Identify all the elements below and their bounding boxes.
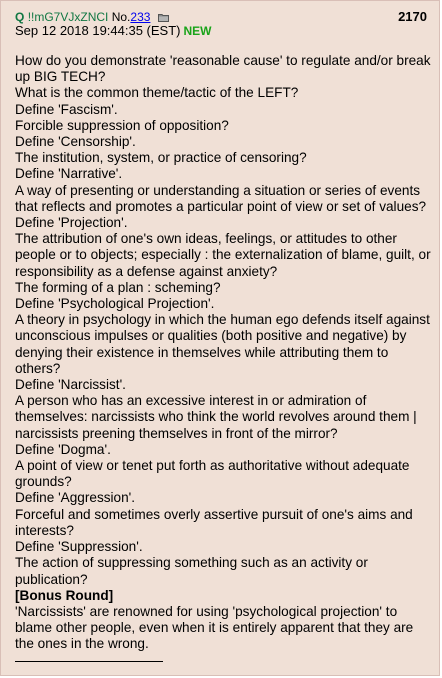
body-line: Define 'Narrative'. bbox=[15, 166, 123, 182]
post-number-link[interactable] bbox=[112, 10, 151, 24]
body-line: How do you demonstrate 'reasonable cause' to regulate and/or break up BIG TECH? bbox=[15, 53, 435, 85]
body-line: Define 'Psychological Projection'. bbox=[15, 296, 215, 312]
body-line: Forcible suppression of opposition? bbox=[15, 117, 229, 133]
body-line: Define 'Dogma'. bbox=[15, 441, 111, 457]
post-number[interactable]: 233 bbox=[130, 10, 151, 24]
body-line: The institution, system, or practice of censoring? bbox=[15, 150, 307, 166]
divider bbox=[15, 661, 163, 662]
body-line: Define 'Aggression'. bbox=[15, 490, 136, 506]
body-line: Forceful and sometimes overly assertive pursuit of one's aims and interests? bbox=[15, 506, 417, 538]
body-line: The forming of a plan : scheming? bbox=[15, 279, 221, 295]
body-line: Define 'Suppression'. bbox=[15, 539, 143, 555]
body-line: A theory in psychology in which the human ego defends itself against unconscious impulses or qualities (both positive and negative) by denying their existence in themselves while attributing them to others? bbox=[15, 312, 434, 376]
post-body-lines bbox=[15, 53, 435, 588]
body-line: The attribution of one's own ideas, feelings, or attitudes to other people or to objects; especially : the externalization of blame, guilt, or responsibility as a defense against anxiety? bbox=[15, 231, 435, 279]
poster-tripcode: !!mG7VJxZNCI bbox=[27, 10, 109, 24]
reply-count: 2170 bbox=[398, 9, 427, 24]
body-line: A way of presenting or understanding a situation or series of events that reflects and promotes a particular point of view or set of values? bbox=[15, 182, 427, 214]
body-line: Define 'Censorship'. bbox=[15, 134, 136, 150]
body-line: Define 'Projection'. bbox=[15, 215, 128, 231]
post-date-row bbox=[15, 24, 212, 38]
post-date: Sep 12 2018 19:44:35 (EST) bbox=[15, 23, 181, 38]
bonus-text: 'Narcissists' are renowned for using 'psychological projection' to blame other people, even when it is entirely apparent that they are the ones in the wrong. bbox=[15, 603, 418, 652]
body-line: A point of view or tenet put forth as authoritative without adequate grounds? bbox=[15, 458, 414, 490]
post-body bbox=[15, 53, 435, 662]
poster-name: Q bbox=[15, 10, 25, 24]
folder-icon[interactable] bbox=[158, 11, 169, 20]
body-line: A person who has an excessive interest in or admiration of themselves: narcissists who think the world revolves around them | narcissists preening themselves in front of the mirror? bbox=[15, 393, 421, 441]
body-line: What is the common theme/tactic of the LEFT? bbox=[15, 85, 299, 101]
post-number-prefix: No. bbox=[111, 10, 131, 24]
new-badge: NEW bbox=[183, 24, 212, 38]
body-line: Define 'Fascism'. bbox=[15, 101, 118, 117]
body-line: The action of suppressing something such as an activity or publication? bbox=[15, 555, 372, 587]
post-header bbox=[15, 10, 431, 40]
bonus-heading: [Bonus Round] bbox=[15, 587, 114, 603]
poster-info bbox=[15, 10, 169, 24]
body-line: Define 'Narcissist'. bbox=[15, 377, 126, 393]
